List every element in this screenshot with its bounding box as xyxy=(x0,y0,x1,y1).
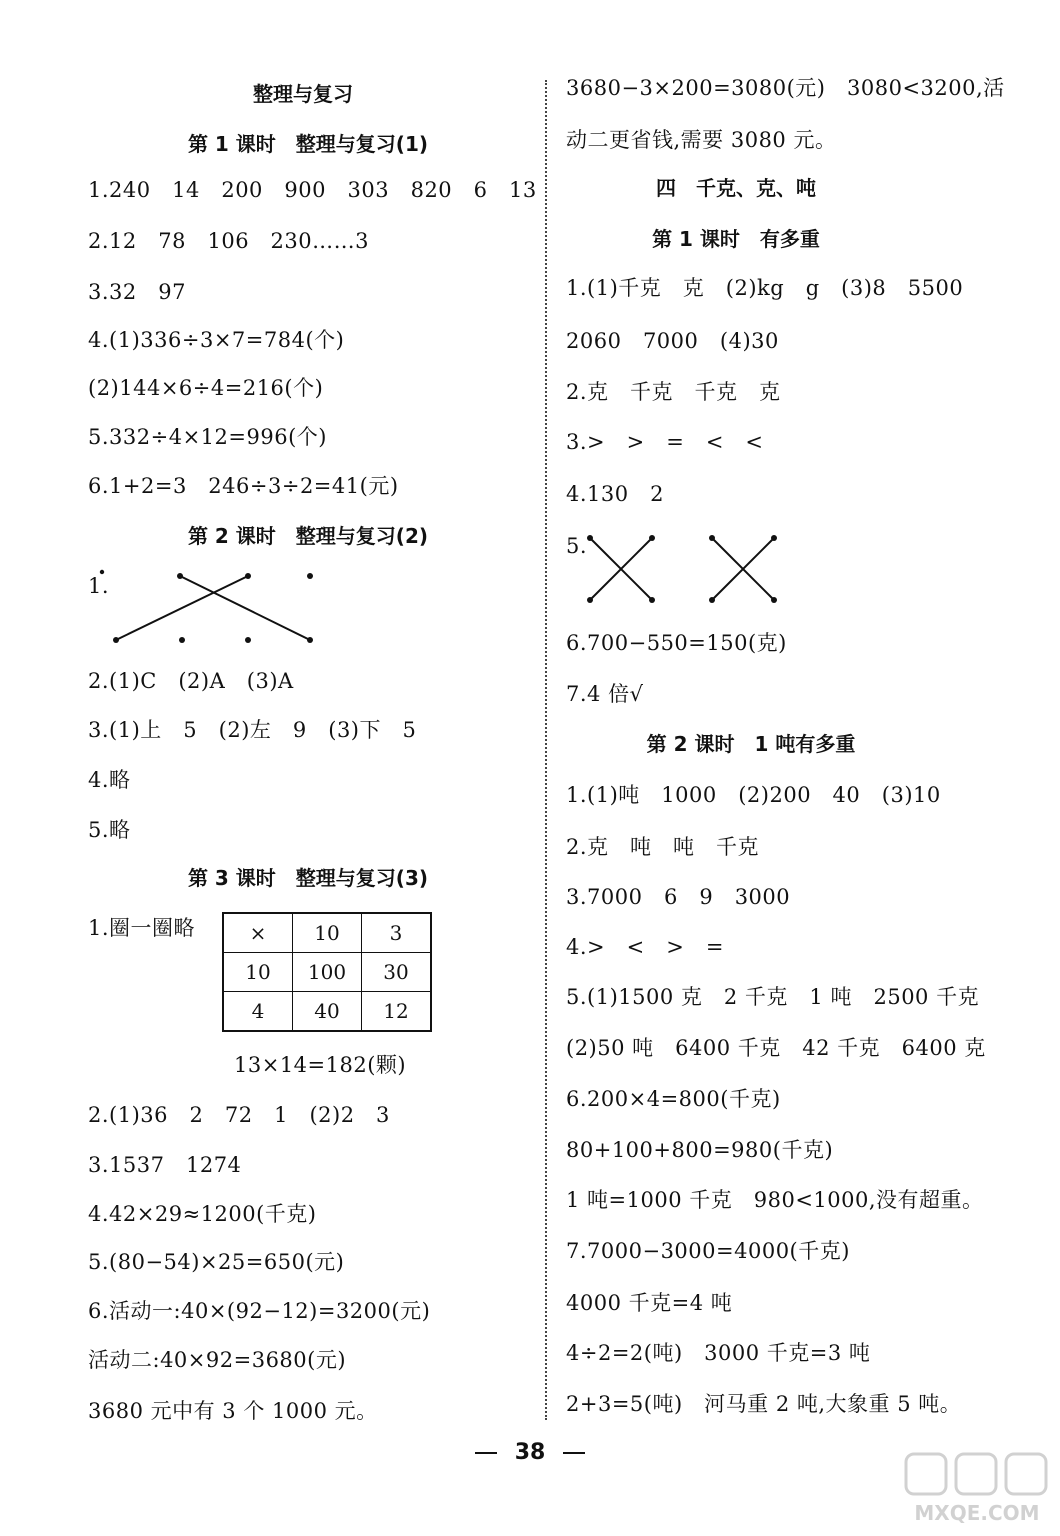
answer-line: 1.(1)千克 克 (2)kg g (3)8 5500 xyxy=(566,276,964,300)
answer-line: 4.130 2 xyxy=(566,482,664,506)
cross-lines-figure xyxy=(584,534,784,604)
answer-line: 5.332÷4×12=996(个) xyxy=(88,425,327,449)
answer-line: 2+3=5(吨) 河马重 2 吨,大象重 5 吨。 xyxy=(566,1392,962,1416)
answer-line: 6.700−550=150(克) xyxy=(566,631,787,655)
table-cell: 3 xyxy=(362,913,432,953)
answer-line: 4.42×29≈1200(千克) xyxy=(88,1202,317,1226)
table-cell: 4 xyxy=(223,992,293,1032)
question-label: 5. xyxy=(566,534,588,558)
answer-line: 活动二:40×92=3680(元) xyxy=(88,1348,347,1372)
answer-line: 3.> > = < < xyxy=(566,430,764,454)
question-label: 1.圈一圈略 xyxy=(88,916,196,940)
answer-line: 7.7000−3000=4000(千克) xyxy=(566,1239,850,1263)
watermark-text: MXQE.COM xyxy=(914,1501,1040,1525)
answer-line: 6.活动一:40×(92−12)=3200(元) xyxy=(88,1299,431,1323)
answer-line: 3680−3×200=3080(元) 3080<3200,活 xyxy=(566,76,1005,100)
table-cell: 100 xyxy=(293,953,362,992)
answer-line: 2.克 吨 吨 千克 xyxy=(566,835,760,859)
answer-line: 2.(1)C (2)A (3)A xyxy=(88,669,294,693)
table-cell: 40 xyxy=(293,992,362,1032)
answer-line: 3.1537 1274 xyxy=(88,1153,242,1177)
answer-line: 1 吨=1000 千克 980<1000,没有超重。 xyxy=(566,1188,984,1212)
answer-line: 6.1+2=3 246÷3÷2=41(元) xyxy=(88,474,399,498)
multiplication-table xyxy=(222,912,432,1032)
answer-line: 5.(80−54)×25=650(元) xyxy=(88,1250,345,1274)
table-cell: × xyxy=(223,913,293,953)
question-label: 1. xyxy=(88,574,110,598)
answer-line: 1.(1)吨 1000 (2)200 40 (3)10 xyxy=(566,783,941,807)
table-cell: 10 xyxy=(293,913,362,953)
answer-line: 4÷2=2(吨) 3000 千克=3 吨 xyxy=(566,1341,871,1365)
table-cell: 12 xyxy=(362,992,432,1032)
table-cell: 10 xyxy=(223,953,293,992)
section-title: 整理与复习 xyxy=(253,82,353,106)
page-number-text: 38 xyxy=(514,1440,546,1465)
dash-right xyxy=(563,1452,585,1454)
answer-line: 4.> < > = xyxy=(566,935,724,959)
table-row xyxy=(223,992,431,1032)
answer-line: 1.240 14 200 900 303 820 6 13 xyxy=(88,178,537,202)
page-number xyxy=(0,1440,1060,1465)
answer-line: 动二更省钱,需要 3080 元。 xyxy=(566,128,837,152)
answer-line: 5.略 xyxy=(88,818,131,842)
answer-line: 2.(1)36 2 72 1 (2)2 3 xyxy=(88,1103,390,1127)
answer-line: 2.克 千克 千克 克 xyxy=(566,380,781,404)
answer-line: 3.7000 6 9 3000 xyxy=(566,885,791,909)
answer-line: 2.12 78 106 230……3 xyxy=(88,229,370,253)
lesson-heading: 第 2 课时 整理与复习(2) xyxy=(187,524,429,548)
matching-lines-figure xyxy=(98,566,338,646)
lesson-heading: 第 2 课时 1 吨有多重 xyxy=(646,732,856,756)
answer-line: 4000 千克=4 吨 xyxy=(566,1291,733,1315)
lesson-heading: 第 1 课时 有多重 xyxy=(652,227,820,251)
table-row xyxy=(223,953,431,992)
answer-line: (2)144×6÷4=216(个) xyxy=(88,376,324,400)
answer-line: 13×14=182(颗) xyxy=(234,1053,407,1077)
table-row xyxy=(223,913,431,953)
column-divider xyxy=(545,80,547,1420)
lesson-heading: 第 3 课时 整理与复习(3) xyxy=(187,866,429,890)
answer-line: 80+100+800=980(千克) xyxy=(566,1138,834,1162)
watermark-logo xyxy=(902,1450,1052,1530)
dash-left xyxy=(475,1452,497,1454)
answer-line: (2)50 吨 6400 千克 42 千克 6400 克 xyxy=(566,1036,986,1060)
answer-line: 7.4 倍√ xyxy=(566,682,644,706)
table-cell: 30 xyxy=(362,953,432,992)
unit-title: 四 千克、克、吨 xyxy=(656,176,816,200)
answer-line: 3.(1)上 5 (2)左 9 (3)下 5 xyxy=(88,718,417,742)
answer-line: 5.(1)1500 克 2 千克 1 吨 2500 千克 xyxy=(566,985,980,1009)
answer-line: 6.200×4=800(千克) xyxy=(566,1087,781,1111)
answer-line: 4.略 xyxy=(88,768,131,792)
answer-line: 4.(1)336÷3×7=784(个) xyxy=(88,328,345,352)
answer-line: 3.32 97 xyxy=(88,280,186,304)
answer-line: 2060 7000 (4)30 xyxy=(566,329,779,353)
lesson-heading: 第 1 课时 整理与复习(1) xyxy=(187,132,429,156)
answer-line: 3680 元中有 3 个 1000 元。 xyxy=(88,1399,378,1423)
